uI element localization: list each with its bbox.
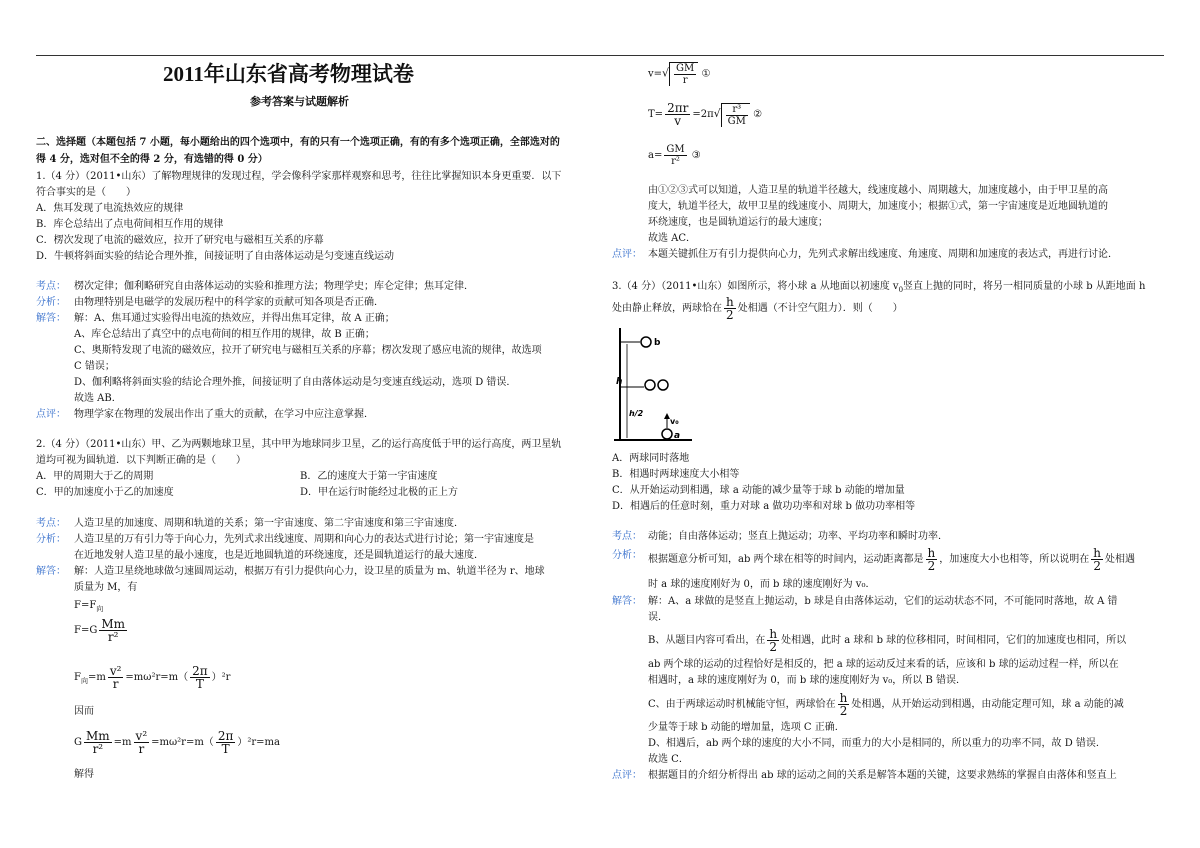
q2-jieda-label: 解答：	[36, 566, 66, 577]
q2-fenxi-line: 在近地发射人造卫星的最小速度，也是近地圆轨道的环绕速度，还是圆轨道运行的最大速度．	[74, 550, 484, 561]
q2-jie-de: 解得	[74, 769, 94, 780]
q1-jieda-line: D、伽利略将斜面实验的结论合理外推，间接证明了自由落体运动是匀变速直线运动，选项 D 错误．	[74, 377, 517, 388]
q2-option-d: D．甲在运行时能经过北极的正上方	[300, 487, 459, 498]
q3-jieda-line: B、从题目内容可看出，在 $\frac{h}{2}$ 处相遇，此时 a 球和 b 球的位移相同，时间相同，它们的加速度也相同，所以	[648, 627, 1127, 654]
q3-fenxi-line: 时 a 球的速度刚好为 0，而 b 球的速度刚好为 v₀．	[648, 579, 876, 590]
q1-jieda-line: C 错误；	[74, 361, 115, 372]
ball-b-start	[641, 337, 651, 347]
q2-kaodian: 人造卫星的加速度、周期和轨道的关系；第一宇宙速度、第二宇宙速度和第三宇宙速度．	[74, 518, 464, 529]
q2-stem: 2.（4 分）（2011•山东）甲、乙为两颗地球卫星，其中甲为地球同步卫星，乙的运行高度低于甲的运行高度，两卫星轨	[36, 439, 562, 450]
q3-jieda-line: 解：A、a 球做的是竖直上抛运动，b 球是自由落体运动，它们的运动状态不同，不可能同时落地，故 A 错	[648, 596, 1118, 607]
q2-result-2: T= $\frac{2\pi r}{v}$ =2π√ $\frac{\text{r³}}{GM}$ ②	[648, 101, 763, 128]
label-h: h	[616, 377, 623, 387]
q2-jieda-line: 质量为 M，有	[74, 582, 138, 593]
ball-meet-1	[645, 380, 655, 390]
q2-jieda-line: 解：人造卫星绕地球做匀速圆周运动，根据万有引力提供向心力，设卫星的质量为 m、轨道半径为 r、地球	[74, 566, 545, 577]
q3-jieda-line: 误．	[648, 612, 668, 623]
q1-dianping: 物理学家在物理的发展出作出了重大的贡献，在学习中应注意掌握．	[74, 409, 374, 420]
q3-option-b: B．相遇时两球速度大小相等	[612, 469, 740, 480]
q3-jieda-line: 相遇时，a 球的速度刚好为 0，而 b 球的速度刚好为 v₀，所以 B 错误．	[648, 675, 966, 686]
q1-fenxi: 由物理特别是电磁学的发展历程中的科学家的贡献可知各项是否正确．	[74, 297, 384, 308]
q1-jieda-line: 故选 AB．	[74, 393, 122, 404]
q3-stem: 3.（4 分）（2011•山东）如图所示，将小球 a 从地面以初速度 $v_0$竖直上抛的同时，将另一相同质量的小球 b 从距地面 h	[612, 281, 1146, 294]
q2-option-b: B．乙的速度大于第一宇宙速度	[300, 471, 438, 482]
q3-jieda-line: ab 两个球的运动的过程恰好是相反的，把 a 球的运动反过来看的话，应该和 b 球的运动过程一样，所以在	[648, 659, 1119, 670]
q2-fenxi-label: 分析：	[36, 534, 66, 545]
q1-option-a: A．焦耳发现了电流热效应的规律	[36, 203, 184, 214]
q3-dianping: 根据题目的介绍分析得出 ab 球的运动之间的关系是解答本题的关键，这要求熟练的掌握自由落体和竖直上	[648, 770, 1117, 781]
q3-jieda-line: 故选 C．	[648, 754, 689, 765]
ball-meet-2	[658, 380, 668, 390]
q2-result-3: a= $\frac{GM}{\text{r²}}$ ③	[648, 144, 701, 167]
q3-jieda-line: C、由于两球运动时机械能守恒，两球恰在 $\frac{h}{2}$ 处相遇，从开始运动到相遇，由动能定理可知，球 a 动能的减	[648, 691, 1124, 718]
q2-yin-er: 因而	[74, 706, 94, 717]
label-h-half: h/2	[629, 409, 644, 418]
q2-dianping-label: 点评：	[612, 249, 642, 260]
label-a: a	[674, 431, 681, 441]
section-heading-cont: 得 4 分，选对但不全的得 2 分，有选错的得 0 分）	[36, 154, 268, 165]
q2-conclusion-line: 度大，轨道半径大，故甲卫星的线速度小、周期大，加速度小；根据①式，第一宇宙速度是近地圆轨道的	[648, 201, 1108, 212]
q3-dianping-label: 点评：	[612, 770, 642, 781]
q3-kaodian: 动能；自由落体运动；竖直上抛运动；功率、平均功率和瞬时功率．	[648, 531, 948, 542]
q1-jieda-line: C、奥斯特发现了电流的磁效应，拉开了研究电与磁相互关系的序幕；楞次发现了感应电流的规律，故选项	[74, 345, 542, 356]
page-subtitle: 参考答案与试题解析	[250, 95, 349, 108]
label-b: b	[654, 338, 661, 348]
q3-jieda-line: D、相遇后，ab 两个球的速度的大小不同，而重力的大小是相同的，所以重力的功率不同，故 D 错误．	[648, 738, 1106, 749]
q1-jieda-label: 解答：	[36, 313, 66, 324]
q2-kaodian-label: 考点：	[36, 518, 66, 529]
q1-jieda-line: A、库仑总结出了真空中的点电荷间的相互作用的规律，故 B 正确；	[74, 329, 375, 340]
q2-fenxi-line: 人造卫星的万有引力等于向心力，先列式求出线速度、周期和向心力的表达式进行讨论；第一宇宙速度是	[74, 534, 534, 545]
q2-dianping: 本题关键抓住万有引力提供向心力，先列式求解出线速度、角速度、周期和加速度的表达式，再进行讨论．	[648, 249, 1118, 260]
q3-option-d: D．相遇后的任意时刻，重力对球 a 做功功率和对球 b 做功功率相等	[612, 501, 916, 512]
q1-fenxi-label: 分析：	[36, 297, 66, 308]
page-title: 2011年山东省高考物理试卷	[163, 62, 414, 86]
q3-fenxi-label: 分析：	[612, 550, 642, 561]
q1-stem-cont: 符合事实的是（ ）	[36, 187, 136, 198]
q1-option-c: C．楞次发现了电流的磁效应，拉开了研究电与磁相互关系的序幕	[36, 235, 324, 246]
q2-equation-4: G $\frac{Mm}{\text{r²}}$ =m $\frac{\text{v²}}{r}$ =mω²r=m（ $\frac{2\pi}{T}$ ）²r=ma	[74, 729, 280, 756]
q1-kaodian-label: 考点：	[36, 281, 66, 292]
q1-option-d: D．牛顿将斜面实验的结论合理外推，间接证明了自由落体运动是匀变速直线运动	[36, 251, 395, 262]
q3-fenxi-line: 根据题意分析可知，ab 两个球在相等的时间内，运动距离都是 $\frac{h}{2}$ ，加速度大小也相等，所以说明在 $\frac{h}{2}$ 处相遇	[648, 546, 1136, 573]
q2-stem-cont: 道均可视为圆轨道．以下判断正确的是（ ）	[36, 455, 246, 466]
q2-conclusion-line: 环绕速度，也是圆轨道运行的最大速度；	[648, 217, 828, 228]
q2-option-c: C．甲的加速度小于乙的加速度	[36, 487, 174, 498]
q1-dianping-label: 点评：	[36, 409, 66, 420]
q2-option-a: A．甲的周期大于乙的周期	[36, 471, 154, 482]
q3-stem-cont: 处由静止释放，两球恰在 $\frac{h}{2}$ 处相遇（不计空气阻力）．则（ ）	[612, 295, 903, 322]
header-rule	[36, 55, 1164, 56]
q3-kaodian-label: 考点：	[612, 531, 642, 542]
q3-jieda-label: 解答：	[612, 596, 642, 607]
q2-result-1: v=√ $\frac{GM}{r}$ ①	[648, 63, 711, 86]
q3-figure	[614, 320, 692, 445]
q2-conclusion-line: 故选 AC．	[648, 233, 697, 244]
q3-jieda-line: 少量等于球 b 动能的增加量，选项 C 正确．	[648, 722, 845, 733]
q1-jieda-line: 解：A、焦耳通过实验得出电流的热效应，并得出焦耳定律，故 A 正确；	[74, 313, 395, 324]
q2-conclusion-line: 由①②③式可以知道，人造卫星的轨道半径越大，线速度越小、周期越大，加速度越小，由于甲卫星的高	[648, 185, 1108, 196]
q2-equation-2: F=G $\frac{Mm}{\text{r²}}$	[74, 617, 125, 644]
q2-equation-3: $F_向=m$ $\frac{\text{v²}}{r}$ =mω²r=m（ $\frac{2\pi}{T}$ ）²r	[74, 664, 231, 691]
q3-option-c: C．从开始运动到相遇，球 a 动能的减少量等于球 b 动能的增加量	[612, 485, 905, 496]
label-v0: v₀	[670, 417, 679, 426]
q1-stem: 1.（4 分）（2011•山东）了解物理规律的发现过程，学会像科学家那样观察和思考，往往比掌握知识本身更重要．以下	[36, 171, 562, 182]
q2-equation-1: $F=F_向$	[74, 600, 104, 613]
q1-kaodian: 楞次定律；伽利略研究自由落体运动的实验和推理方法；物理学史；库仑定律；焦耳定律．	[74, 281, 474, 292]
q1-option-b: B．库仑总结出了点电荷间相互作用的规律	[36, 219, 224, 230]
section-heading: 二、选择题（本题包括 7 小题，每小题给出的四个选项中，有的只有一个选项正确，有的有多个选项正确，全部选对的	[36, 137, 560, 148]
ball-a-start	[662, 429, 672, 439]
q3-option-a: A．两球同时落地	[612, 453, 690, 464]
